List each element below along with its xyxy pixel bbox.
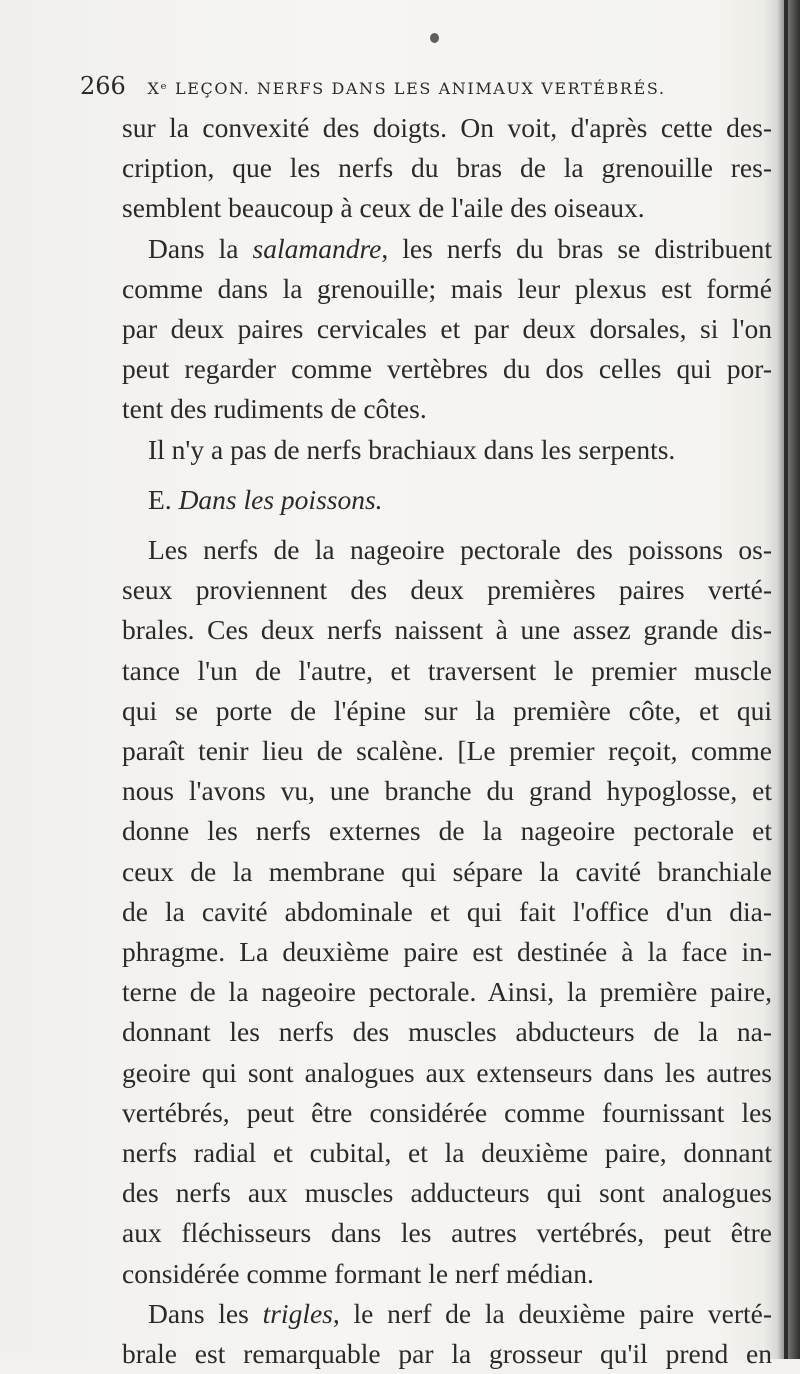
running-head bbox=[80, 72, 720, 100]
text-line: Les nerfs de la nageoire pectorale des poissons os- bbox=[148, 534, 772, 566]
ink-spot bbox=[430, 33, 439, 43]
italic-term: salamandre bbox=[252, 232, 382, 264]
page-number: 266 bbox=[80, 72, 126, 100]
text-line: brales. Ces deux nerfs naissent à une assez grande dis- bbox=[122, 614, 772, 646]
text-line: paraît tenir lieu de scalène. [Le premier reçoit, comme bbox=[122, 735, 772, 767]
text-line: seux proviennent des deux premières paires verté- bbox=[122, 574, 772, 606]
text-line: geoire qui sont analogues aux extenseurs dans les autres bbox=[122, 1056, 772, 1088]
text-line: comme dans la grenouille; mais leur plexus est formé bbox=[122, 272, 772, 304]
paragraph bbox=[122, 108, 772, 188]
paragraph-end bbox=[122, 1254, 772, 1294]
text-line: par deux paires cervicales et par deux dorsales, si l'on bbox=[122, 313, 772, 345]
text-run: , les nerfs du bras se distribuent bbox=[381, 232, 772, 264]
text-run: Dans les bbox=[148, 1297, 263, 1329]
text-line: brale est remarquable par la grosseur qu'il prend en bbox=[122, 1338, 772, 1370]
text-line: des nerfs aux muscles adducteurs qui sont analogues bbox=[122, 1177, 772, 1209]
text-run: , le nerf de la deuxième paire verté- bbox=[332, 1297, 772, 1329]
text-line: peut regarder comme vertèbres du dos celles qui por- bbox=[122, 353, 772, 385]
paragraph-end bbox=[122, 389, 772, 429]
body-text bbox=[122, 108, 772, 1374]
text-line: donne les nerfs externes de la nageoire pectorale et bbox=[122, 815, 772, 847]
text-line: vertébrés, peut être considérée comme fournissant les bbox=[122, 1096, 772, 1128]
paragraph-end bbox=[122, 188, 772, 228]
text-line: nerfs radial et cubital, et la deuxième paire, donnant bbox=[122, 1137, 772, 1169]
text-line: qui se porte de l'épine sur la première côte, et qui bbox=[122, 694, 772, 726]
paragraph bbox=[122, 570, 772, 1253]
text-line: de la cavité abdominale et qui fait l'office d'un dia- bbox=[122, 895, 772, 927]
section-letter: E. bbox=[148, 483, 179, 515]
text-line: tance l'un de l'autre, et traversent le premier muscle bbox=[122, 654, 772, 686]
section-title: Dans les poissons. bbox=[178, 483, 383, 515]
italic-term: trigles bbox=[262, 1297, 333, 1329]
paragraph bbox=[122, 530, 772, 570]
text-line: tent des rudiments de côtes. bbox=[122, 393, 427, 425]
text-line: semblent beaucoup à ceux de l'aile des oiseaux. bbox=[122, 192, 645, 224]
paragraph bbox=[122, 1294, 772, 1334]
text-line: considérée comme formant le nerf médian. bbox=[122, 1257, 594, 1289]
text-line: nous l'avons vu, une branche du grand hypoglosse, et bbox=[122, 775, 772, 807]
text-line: terne de la nageoire pectorale. Ainsi, la première paire, bbox=[122, 976, 772, 1008]
text-line: phragme. La deuxième paire est destinée à la face in- bbox=[122, 936, 772, 968]
chapter-title: Xᵉ LEÇON. NERFS DANS LES ANIMAUX VERTÉBRÉS. bbox=[147, 79, 666, 98]
section-heading bbox=[122, 480, 772, 520]
text-line: cription, que les nerfs du bras de la grenouille res- bbox=[122, 152, 772, 184]
paragraph bbox=[122, 229, 772, 269]
text-line: aux fléchisseurs dans les autres vertébrés, peut être bbox=[122, 1217, 772, 1249]
paragraph bbox=[122, 269, 772, 390]
text-run: Dans la bbox=[148, 232, 253, 264]
binding-edge bbox=[784, 0, 788, 1359]
text-line: Il n'y a pas de nerfs brachiaux dans les serpents. bbox=[148, 433, 676, 465]
text-line: ceux de la membrane qui sépare la cavité branchiale bbox=[122, 855, 772, 887]
paragraph bbox=[122, 1334, 772, 1374]
paragraph bbox=[122, 430, 772, 470]
text-line: sur la convexité des doigts. On voit, d'après cette des- bbox=[122, 112, 772, 143]
text-line: donnant les nerfs des muscles abducteurs de la na- bbox=[122, 1016, 772, 1048]
